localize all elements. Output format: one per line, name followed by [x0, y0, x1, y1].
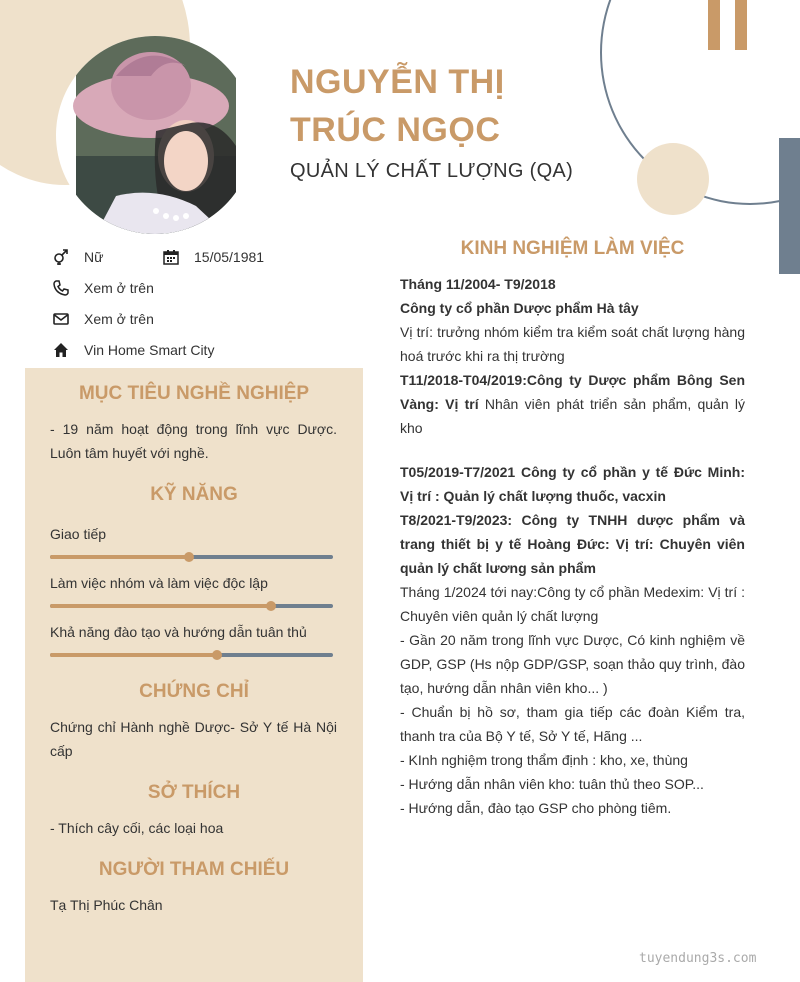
- skill-bar-fill: [50, 604, 271, 608]
- experience-item: Tháng 1/2024 tới nay:Công ty cổ phần Medexim: Vị trí : Chuyên viên quản lý chất lượng: [400, 584, 745, 624]
- info-gender: [52, 248, 103, 266]
- experience-item-role: Nhân viên phát triển sản phẩm, quản lý kho: [400, 396, 745, 436]
- experience-item: - Chuẩn bị hồ sơ, tham gia tiếp các đoàn Kiểm tra, thanh tra của Bộ Y tế, Sở Y tế, Hãng ...: [400, 704, 745, 744]
- decor-bar: [735, 0, 747, 50]
- experience-item: - Gần 20 năm trong lĩnh vực Dược, Có kinh nghiệm về GDP, GSP (Hs nộp GDP/GSP, soạn thảo quy trình, đào tạo, hướng dẫn nhân viên kho... ): [400, 632, 745, 696]
- decor-side-bar: [779, 138, 800, 274]
- experience-role: Vị trí: trưởng nhóm kiểm tra kiểm soát chất lượng hàng hoá trước khi ra thị trường: [400, 324, 745, 364]
- objective-heading: MỤC TIÊU NGHỀ NGHIỆP: [78, 383, 310, 404]
- info-phone: [52, 279, 154, 297]
- mail-icon: [52, 310, 70, 328]
- info-email: [52, 310, 154, 328]
- skill-label: Khả năng đào tạo và hướng dẫn tuân thủ: [50, 624, 307, 640]
- phone-value: Xem ở trên: [84, 280, 154, 296]
- experience-item: - Hướng dẫn, đào tạo GSP cho phòng tiêm.: [400, 800, 672, 816]
- experience-item: - KInh nghiệm trong thẩm định : kho, xe, thùng: [400, 752, 688, 768]
- skill-bar-knob: [212, 650, 222, 660]
- skills-heading: KỸ NĂNG: [150, 484, 238, 505]
- address-value: Vin Home Smart City: [84, 342, 215, 358]
- experience-item: T05/2019-T7/2021 Công ty cổ phần y tế Đức Minh: Vị trí : Quản lý chất lượng thuốc, vacxin: [400, 464, 745, 504]
- decor-dot: [637, 143, 709, 215]
- watermark: tuyendung3s.com: [639, 951, 757, 966]
- experience-item-head: T11/2018-T04/2019:Công ty Dược phẩm Bông Sen Vàng: Vị trí: [400, 372, 745, 412]
- info-address: [52, 341, 214, 359]
- name-line-1: NGUYỄN THỊ: [290, 63, 505, 101]
- experience-item: - Hướng dẫn nhân viên kho: tuân thủ theo SOP...: [400, 776, 704, 792]
- hobbies-heading: SỞ THÍCH: [147, 782, 241, 803]
- experience-item: [400, 368, 745, 440]
- gender-icon: [52, 248, 70, 266]
- skill-bar-knob: [184, 552, 194, 562]
- dob-value: 15/05/1981: [194, 249, 265, 265]
- experience-section: [400, 272, 745, 820]
- page-title: [290, 58, 505, 154]
- experience-period: Tháng 11/2004- T9/2018: [400, 276, 556, 292]
- home-icon: [52, 341, 70, 359]
- phone-icon: [52, 279, 70, 297]
- experience-heading: KINH NGHIỆM LÀM VIỆC: [460, 238, 685, 259]
- skill-bar-fill: [50, 653, 217, 657]
- skill-bar-fill: [50, 555, 189, 559]
- certificates-heading: CHỨNG CHỈ: [139, 681, 249, 702]
- decor-bar: [708, 0, 720, 50]
- calendar-icon: [162, 248, 180, 266]
- avatar: [56, 36, 254, 234]
- references-text: Tạ Thị Phúc Chân: [50, 897, 163, 913]
- email-value: Xem ở trên: [84, 311, 154, 327]
- job-title: QUẢN LÝ CHẤT LƯỢNG (QA): [290, 160, 574, 182]
- info-dob: [162, 248, 264, 266]
- references-heading: NGƯỜI THAM CHIẾU: [98, 859, 290, 880]
- name-line-2: TRÚC NGỌC: [290, 111, 501, 149]
- skill-bar: [50, 555, 333, 559]
- hobbies-text: - Thích cây cối, các loại hoa: [50, 820, 224, 836]
- gender-value: Nữ: [84, 249, 104, 265]
- skill-bar-knob: [266, 601, 276, 611]
- certificates-text: Chứng chỉ Hành nghề Dược- Sở Y tế Hà Nội cấp: [50, 719, 337, 759]
- skill-bar: [50, 653, 333, 657]
- experience-item: T8/2021-T9/2023: Công ty TNHH dược phẩm và trang thiết bị y tế Hoàng Đức: Vị trí: Chuyên viên quản lý chất lương sản phẩm: [400, 512, 745, 576]
- skill-label: Làm việc nhóm và làm việc độc lập: [50, 575, 268, 591]
- skill-label: Giao tiếp: [50, 526, 107, 542]
- skill-bar: [50, 604, 333, 608]
- objective-text: - 19 năm hoạt động trong lĩnh vực Dược. Luôn tâm huyết với nghề.: [50, 421, 337, 461]
- experience-company: Công ty cổ phần Dược phẩm Hà tây: [400, 300, 639, 316]
